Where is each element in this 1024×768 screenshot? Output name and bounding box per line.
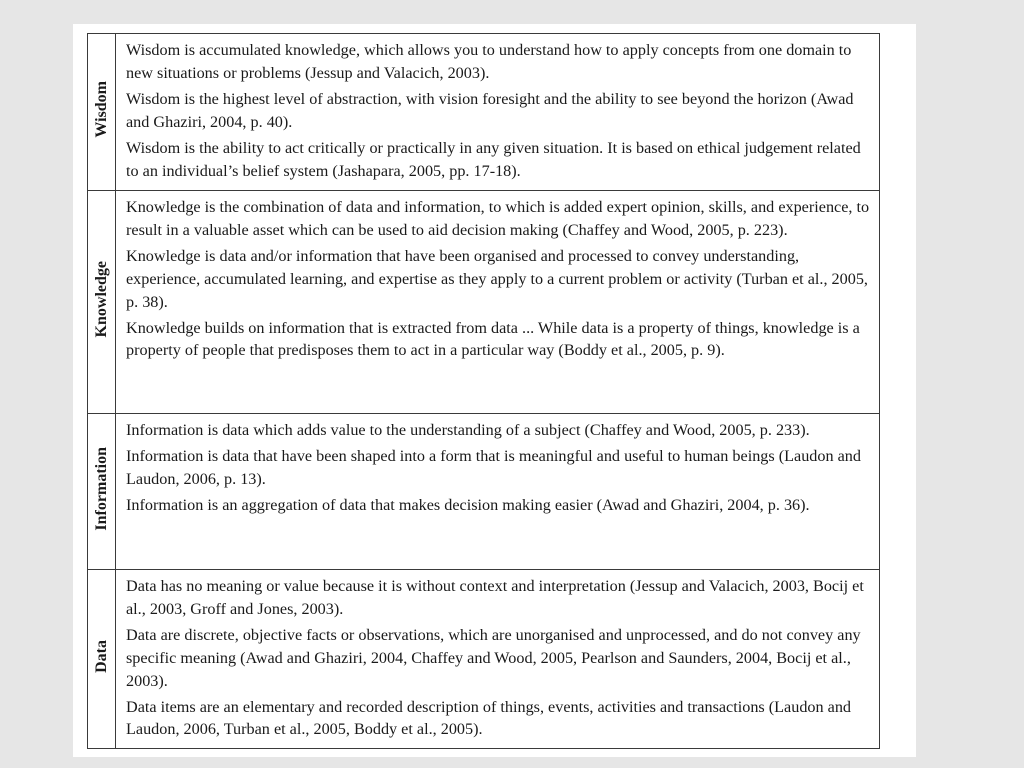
definitions-cell (116, 570, 880, 749)
category-label-wisdom: Wisdom (92, 81, 110, 138)
table-row-knowledge (88, 191, 880, 414)
category-label-knowledge: Knowledge (92, 261, 110, 338)
definition-paragraph: Data has no meaning or value because it is without context and interpretation (Jessup and Valacich, 2003, Bocij et al., 2003, Groff and Jones, 2003). (126, 577, 864, 618)
definition-paragraph: Information is data that have been shaped into a form that is meaningful and useful to human beings (Laudon and Laudon, 2006, p. 13). (126, 446, 861, 488)
definitions-cell (116, 414, 880, 570)
definitions-table (87, 33, 880, 749)
definition-paragraph: Data items are an elementary and recorded description of things, events, activities and transactions (Laudon and Laudon, 2006, Turban et al., 2005, Boddy et al., 2005). (126, 697, 852, 739)
category-cell (88, 191, 116, 414)
table-row-data (88, 570, 880, 749)
category-label-information: Information (92, 447, 110, 531)
category-cell (88, 34, 116, 191)
definition-paragraph: Knowledge is data and/or information that have been organised and processed to convey understanding, experience, accumulated learning, and expertise as they apply to a current problem or activity (Turban et al., 2005, p. 38). (126, 246, 868, 311)
definition-paragraph: Information is data which adds value to the understanding of a subject (Chaffey and Wood, 2005, p. 233). (126, 421, 810, 439)
table-row-wisdom (88, 34, 880, 191)
table-row-information (88, 414, 880, 570)
category-cell (88, 570, 116, 749)
definitions-cell (116, 191, 880, 414)
definition-paragraph: Wisdom is accumulated knowledge, which allows you to understand how to apply concepts from one domain to new situations or problems (Jessup and Valacich, 2003). (126, 41, 852, 82)
category-label-data: Data (92, 640, 110, 673)
category-cell (88, 414, 116, 570)
definition-paragraph: Data are discrete, objective facts or observations, which are unorganised and unprocessed, and do not convey any specific meaning (Awad and Ghaziri, 2004, Chaffey and Wood, 2005, Pearlson and Saunders, 2004, Bocij et al., 2003). (126, 625, 861, 690)
definition-paragraph: Wisdom is the highest level of abstraction, with vision foresight and the ability to see beyond the horizon (Awad and Ghaziri, 2004, p. 40). (126, 89, 854, 131)
definition-paragraph: Information is an aggregation of data that makes decision making easier (Awad and Ghaziri, 2004, p. 36). (126, 495, 810, 514)
definition-paragraph: Knowledge is the combination of data and information, to which is added expert opinion, skills, and experience, to result in a valuable asset which can be used to aid decision making (Chaffey and Wood, 2005, p. 223). (126, 198, 870, 239)
document-page (73, 24, 916, 757)
definitions-cell (116, 34, 880, 191)
definition-paragraph: Wisdom is the ability to act critically or practically in any given situation. It is based on ethical judgement related to an individual’s belief system (Jashapara, 2005, pp. 17-18). (126, 138, 861, 180)
definition-paragraph: Knowledge builds on information that is extracted from data ... While data is a property of things, knowledge is a property of people that predisposes them to act in a particular way (Boddy et al., 2005, p. 9). (126, 318, 860, 360)
